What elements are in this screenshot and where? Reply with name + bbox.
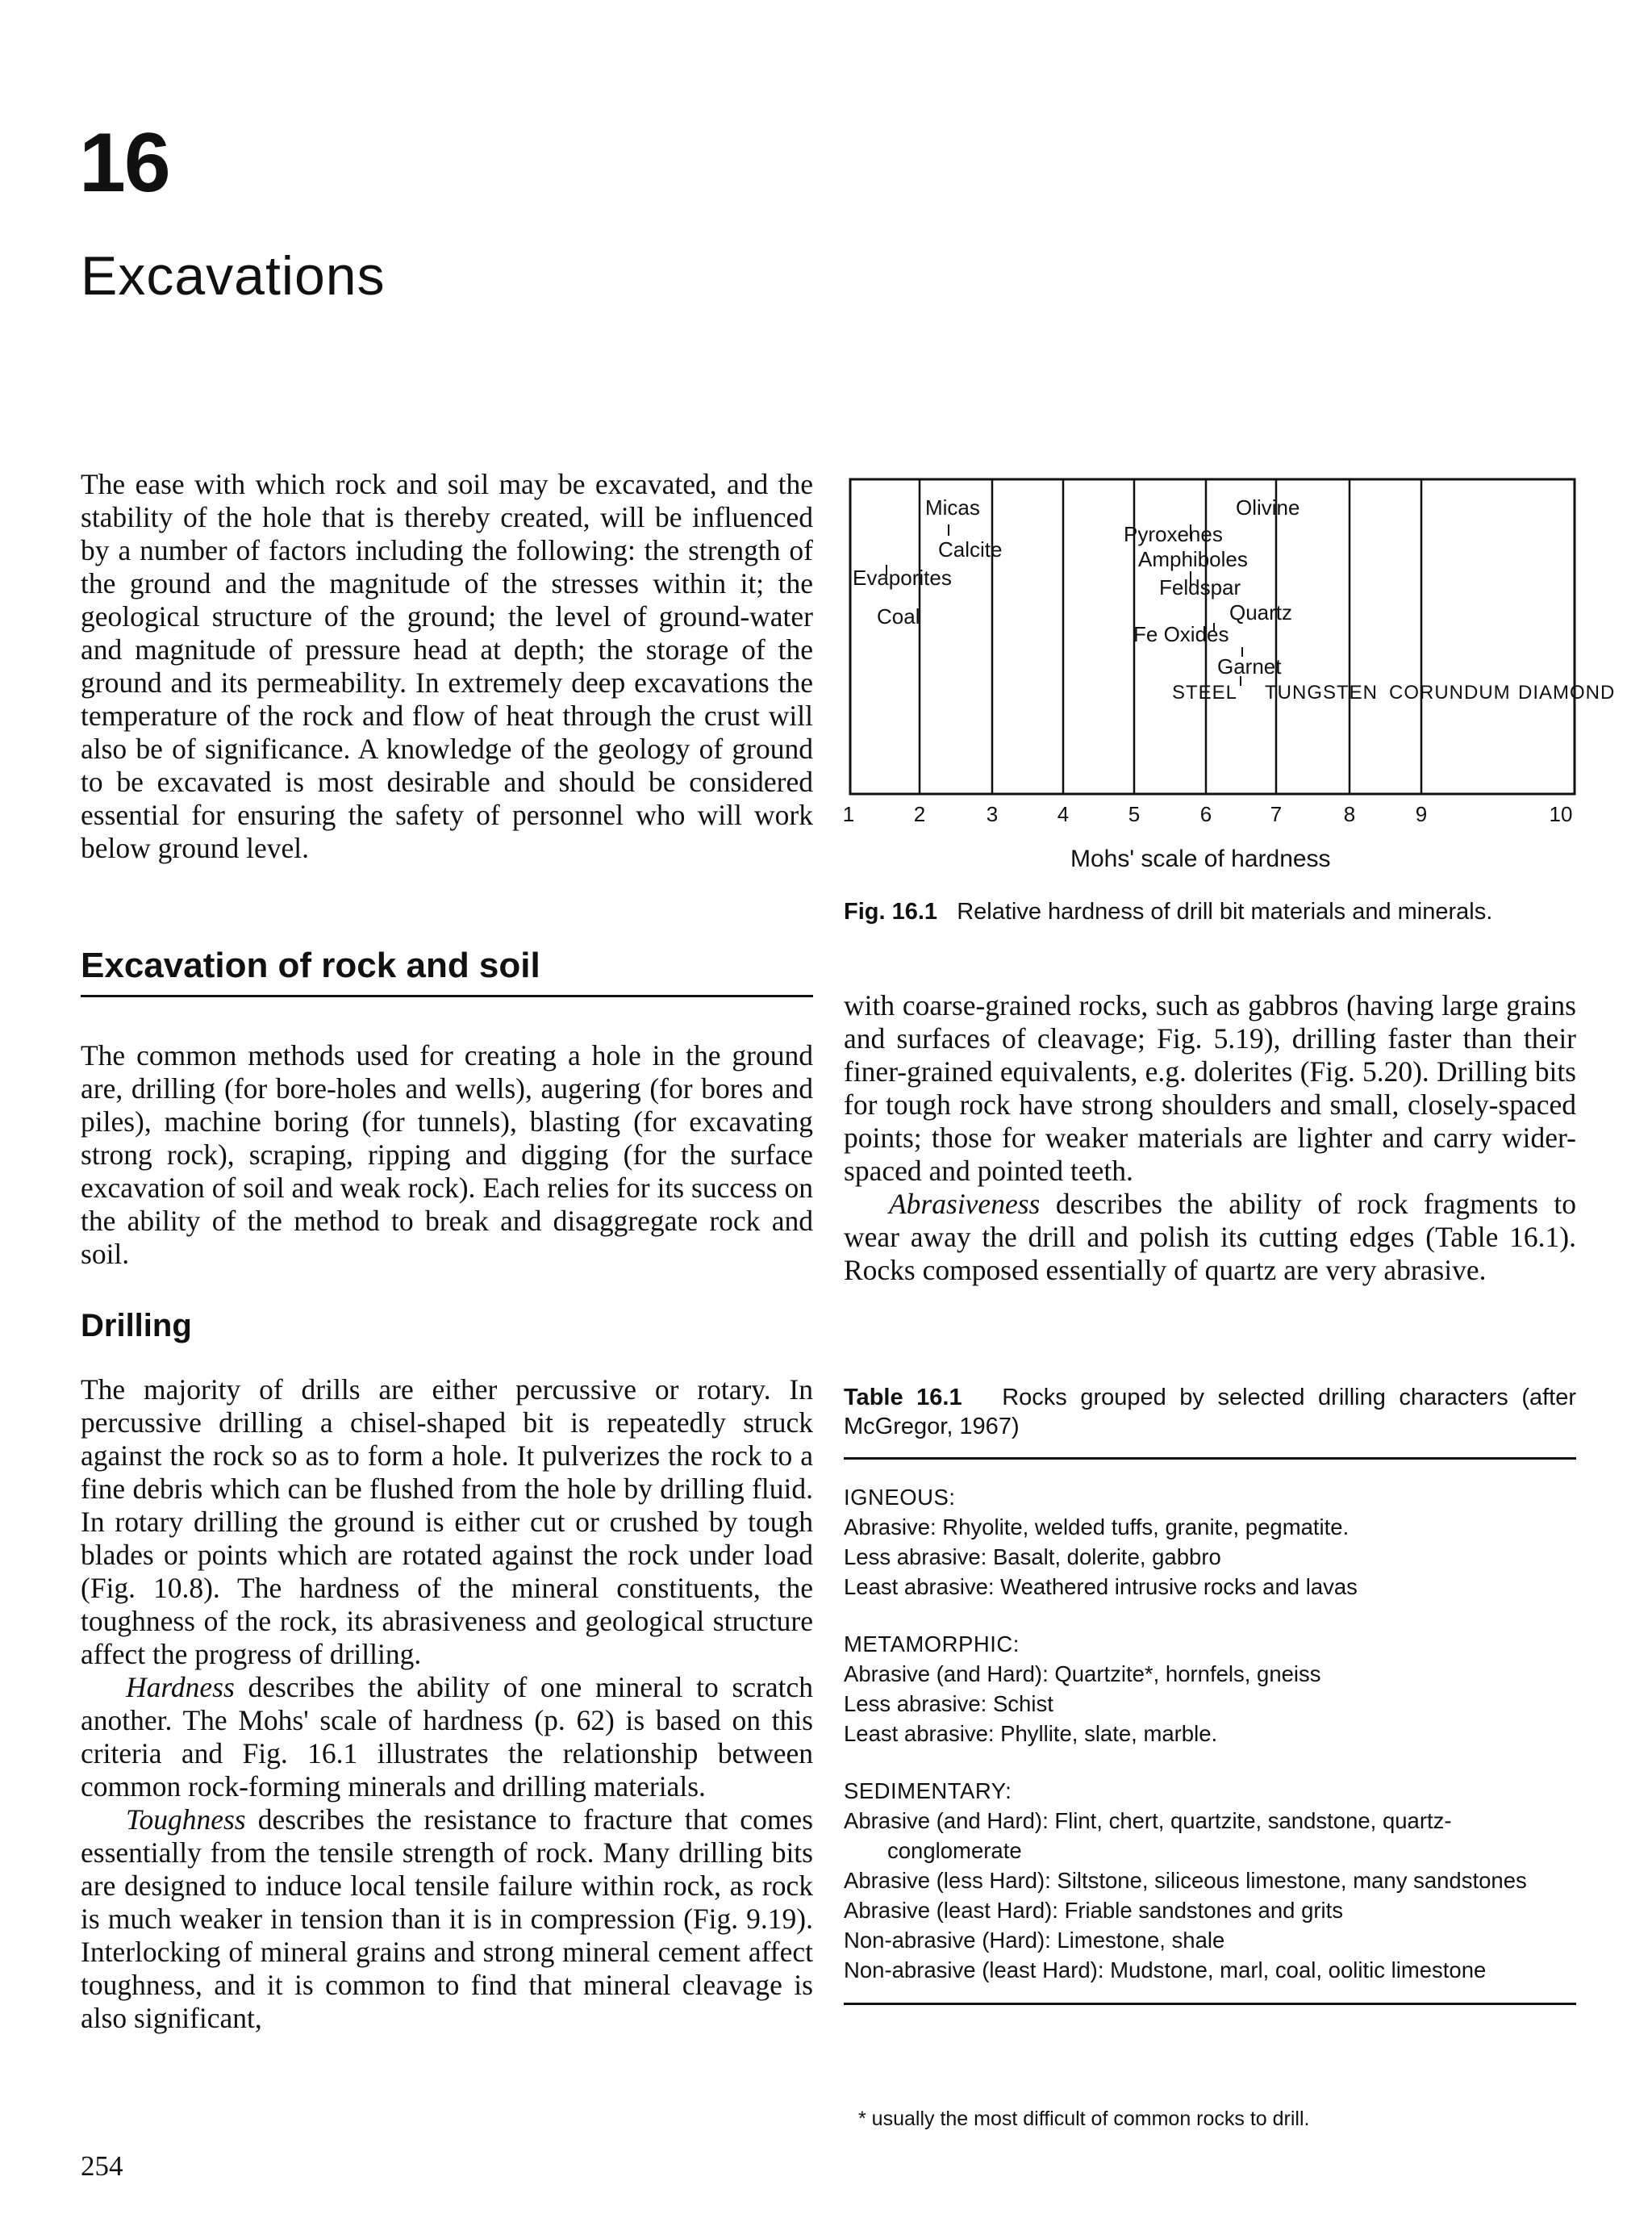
hardness-figure (839, 468, 1629, 888)
excavation-section (81, 1039, 813, 1271)
table-row: Abrasive (less Hard): Siltstone, siliceous limestone, many sandstones (844, 1868, 1527, 1893)
hardness-text: describes the ability of one mineral to scratch another. The Mohs' scale of hardness (p. 62) is based on this criteria and Fig. 16.1 illustrates the relationship between common rock-forming minerals and drilling materials. (81, 1671, 813, 1803)
toughness-term: Toughness (126, 1803, 246, 1836)
table-row: Abrasive (least Hard): Friable sandstones and grits (844, 1898, 1344, 1923)
table-group-igneous (844, 1482, 1576, 1602)
rock-table (844, 1457, 1576, 2005)
table-caption-text: Rocks grouped by selected drilling characters (after McGregor, 1967) (844, 1385, 1577, 1439)
scale-tick: 3 (986, 802, 999, 826)
hardness-term: Hardness (126, 1671, 235, 1703)
scale-tick: 9 (1415, 802, 1428, 826)
scale-tick: 2 (913, 802, 926, 826)
section-paragraph: The common methods used for creating a hole in the ground are, drilling (for bore-holes and wells), augering (for bores and piles), machine boring (for tunnels), blasting (for excavating strong rock), scraping, ripping and digging (for the surface excavation of soil and weak rock). Each relies for its success on the ability of the method to break and disaggregate rock and soil. (81, 1039, 813, 1270)
mineral-label: Calcite (938, 537, 1003, 562)
table-row: Abrasive (and Hard): Flint, chert, quartzite, sandstone, quartz-conglomerate (844, 1808, 1452, 1863)
drill-material-label: STEEL (1172, 682, 1238, 704)
group-heading: IGNEOUS: (844, 1485, 956, 1510)
drilling-section (81, 1373, 813, 2035)
intro-paragraph: The ease with which rock and soil may be excavated, and the stability of the hole that is thereby created, will be influenced by a number of factors including the following: the strength of the ground and the magnitude of the stresses within it; the geological structure of the ground; the level of ground-water and magnitude of pressure head at depth; the storage of the ground and its permeability. In extremely deep excavations the temperature of the rock and flow of heat through the crust will also be of significance. A knowledge of the geology of ground to be excavated is most desirable and should be considered essential for ensuring the safety of personnel who will work below ground level. (81, 468, 813, 864)
figure-caption-text: Relative hardness of drill bit materials and minerals. (957, 899, 1493, 925)
drilling-paragraph: The majority of drills are either percussive or rotary. In percussive drilling a chisel-shaped bit is repeatedly struck against the rock so as to form a hole. It pulverizes the rock to a fine debris which can be flushed from the hole by drilling fluid. In rotary drilling the ground is either cut or crushed by tough blades or points which are rotated against the rock under load (Fig. 10.8). The hardness of the mineral constituents, the toughness of the rock, its abrasiveness and geological structure affect the progress of drilling. (81, 1373, 813, 1670)
mineral-label: Evaporites (853, 566, 952, 590)
drill-material-label: CORUNDUM (1389, 682, 1511, 704)
abrasiveness-text: describes the ability of rock fragments to wear away the drill and polish its cutting edges (Table 16.1). Rocks composed essentially of quartz are very abrasive. (844, 1188, 1576, 1286)
table-row: Non-abrasive (Hard): Limestone, shale (844, 1928, 1225, 1953)
mineral-label: Quartz (1229, 600, 1293, 625)
scale-tick: 5 (1128, 802, 1141, 826)
figure-caption (844, 897, 1576, 926)
toughness-paragraph (81, 1803, 813, 2035)
mineral-label: Olivine (1236, 495, 1300, 520)
group-heading: METAMORPHIC: (844, 1631, 1020, 1656)
mineral-label: Amphiboles (1138, 547, 1248, 571)
table-row: Least abrasive: Weathered intrusive rocks and lavas (844, 1574, 1358, 1599)
scale-tick: 8 (1343, 802, 1356, 826)
group-heading: SEDIMENTARY: (844, 1778, 1012, 1803)
hardness-paragraph (81, 1671, 813, 1803)
table-label: Table 16.1 (844, 1385, 962, 1410)
mineral-label: Micas (925, 495, 980, 520)
right-paragraph: with coarse-grained rocks, such as gabbros (having large grains and surfaces of cleavage; Fig. 5.19), drilling faster than their finer-grained equivalents, e.g. dolerites (Fig. 5.20). Drilling bits for tough rock have strong shoulders and small, closely-spaced points; those for weaker materials are lighter and carry wider-spaced and pointed teeth. (844, 989, 1576, 1187)
chapter-title: Excavations (81, 245, 386, 307)
table-row: Abrasive (and Hard): Quartzite*, hornfels, gneiss (844, 1661, 1321, 1686)
toughness-text: describes the resistance to fracture that comes essentially from the tensile strength of rock. Many drilling bits are designed to induce local tensile failure within rock, as rock is much weaker in tension than it is in compression (Fig. 9.19). Interlocking of mineral grains and strong mineral cement affect toughness, and it is common to find that mineral cleavage is also significant, (81, 1803, 813, 2034)
table-row: Non-abrasive (least Hard): Mudstone, marl, coal, oolitic limestone (844, 1957, 1487, 1982)
table-row: Less abrasive: Schist (844, 1691, 1053, 1716)
abrasiveness-paragraph (844, 1188, 1576, 1287)
mineral-label: Garnet (1217, 654, 1282, 679)
figure-label: Fig. 16.1 (844, 899, 938, 925)
axis-label: Mohs' scale of hardness (1070, 846, 1331, 872)
section-heading: Excavation of rock and soil (81, 948, 813, 997)
right-body (844, 989, 1576, 1287)
table-row: Least abrasive: Phyllite, slate, marble. (844, 1721, 1218, 1746)
drill-material-label: DIAMOND (1518, 682, 1616, 704)
chapter-number: 16 (79, 116, 169, 210)
table-caption (844, 1383, 1576, 1441)
abrasiveness-term: Abrasiveness (889, 1188, 1041, 1220)
page-number: 254 (81, 2150, 123, 2182)
subsection-heading: Drilling (81, 1308, 192, 1343)
table-row: Less abrasive: Basalt, dolerite, gabbro (844, 1544, 1221, 1569)
mineral-label: Fe Oxides (1133, 622, 1229, 646)
intro-section (81, 468, 813, 865)
scale-tick: 6 (1199, 802, 1212, 826)
mineral-label: Feldspar (1159, 575, 1241, 599)
scale-tick: 10 (1549, 802, 1573, 826)
table-group-sedimentary (844, 1776, 1576, 1985)
drill-material-label: TUNGSTEN (1265, 682, 1378, 704)
table-footnote: * usually the most difficult of common rocks to drill. (858, 2108, 1310, 2130)
table-row: Abrasive: Rhyolite, welded tuffs, granite, pegmatite. (844, 1514, 1350, 1539)
scale-tick: 1 (842, 802, 855, 826)
mineral-label: Coal (877, 604, 920, 629)
table-group-metamorphic (844, 1629, 1576, 1748)
scale-tick: 4 (1057, 802, 1070, 826)
scale-tick: 7 (1270, 802, 1283, 826)
mineral-label: Pyroxenes (1124, 522, 1223, 546)
